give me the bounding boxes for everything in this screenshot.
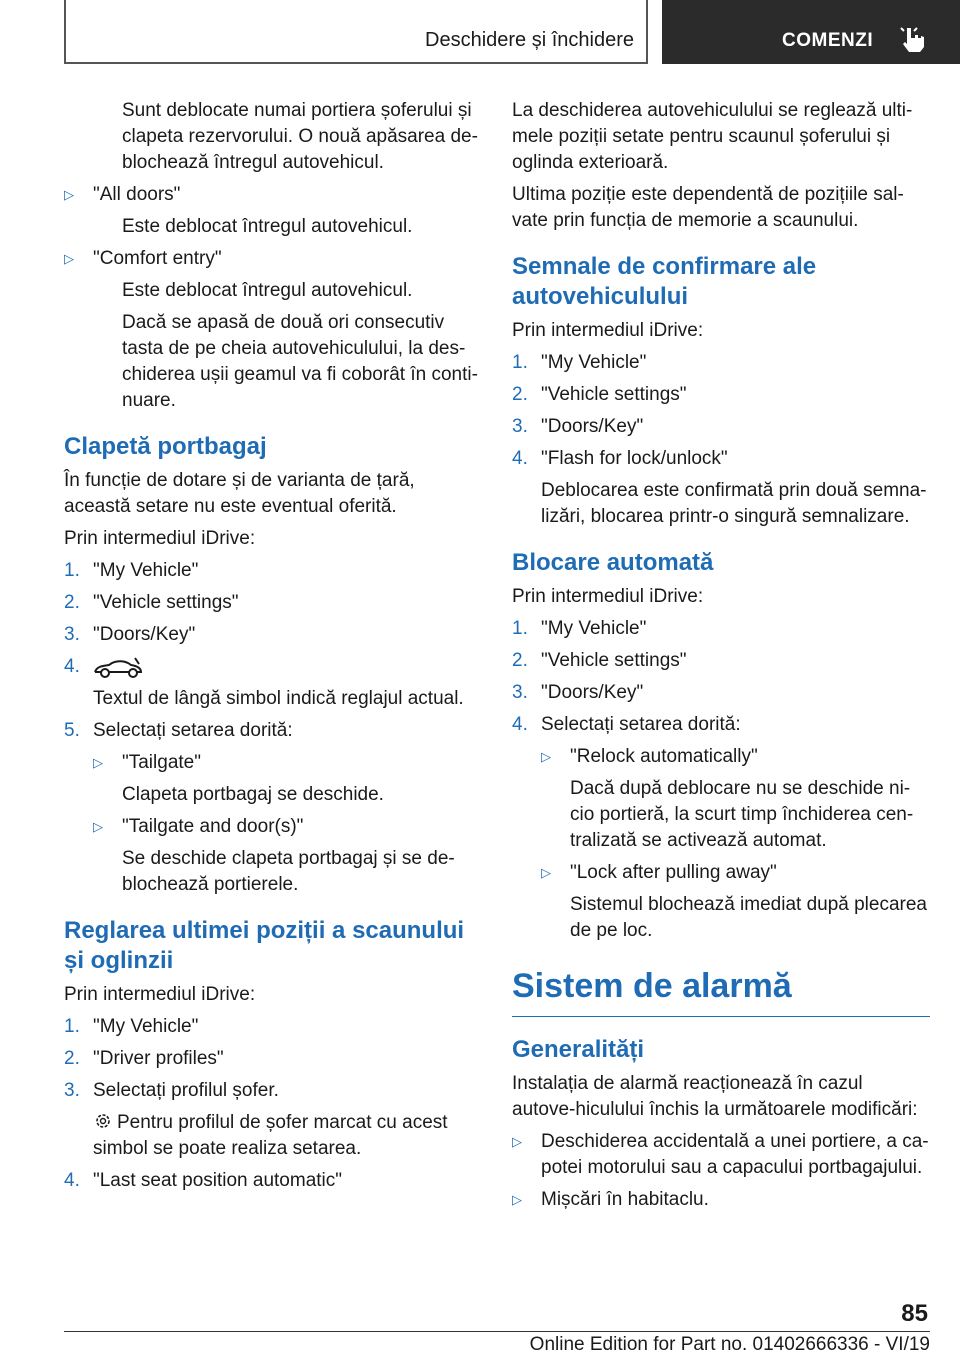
step-text: "My Vehicle" xyxy=(541,352,647,373)
step xyxy=(512,680,930,706)
footer-edition: Online Edition for Part no. 01402666336 - VI/19 xyxy=(529,1334,930,1355)
step-number: 4. xyxy=(512,448,528,469)
step-text: "Doors/Key" xyxy=(93,624,196,645)
car-outline-icon xyxy=(93,656,143,680)
gear-icon xyxy=(93,1111,113,1131)
step-number: 3. xyxy=(512,416,528,437)
option-description: Este deblocat întregul autovehicul. xyxy=(122,280,413,301)
step-description: Deblocarea este confirmată prin două semna-lizări, blocarea printr-o singură semnalizare. xyxy=(541,480,927,527)
footer-divider xyxy=(64,1331,930,1332)
option-description: Este deblocat întregul autovehicul. xyxy=(122,216,413,237)
step-number: 2. xyxy=(512,384,528,405)
step-number: 2. xyxy=(64,1048,80,1069)
step-number: 4. xyxy=(64,1170,80,1191)
step-text: "Vehicle settings" xyxy=(541,384,687,405)
paragraph: Prin intermediul iDrive: xyxy=(512,320,704,341)
heading-seat-position: Reglarea ultimei poziții a scaunului și oglinzii xyxy=(64,917,465,974)
heading-general: Generalități xyxy=(512,1036,645,1063)
step xyxy=(64,622,482,648)
step-number: 4. xyxy=(512,714,528,735)
list-item-text: Deschiderea accidentală a unei portiere, a ca-potei motorului sau a capacului portbagajului. xyxy=(541,1131,929,1178)
step xyxy=(64,1014,482,1040)
heading-auto-lock: Blocare automată xyxy=(512,549,714,576)
paragraph: Prin intermediul iDrive: xyxy=(512,586,704,607)
step xyxy=(512,648,930,674)
step xyxy=(512,382,930,408)
step-text: "Doors/Key" xyxy=(541,682,644,703)
bullet-triangle-icon: ▷ xyxy=(93,819,103,834)
step-number: 1. xyxy=(512,352,528,373)
step-note-text: Pentru profilul de șofer marcat cu acest simbol se poate realiza setarea. xyxy=(93,1112,448,1159)
paragraph: În funcție de dotare și de varianta de țară, această setare nu este eventual oferită. xyxy=(64,470,415,517)
step-number: 4. xyxy=(64,656,80,677)
bullet-triangle-icon: ▷ xyxy=(541,865,551,880)
step xyxy=(64,590,482,616)
step-text: "Vehicle settings" xyxy=(93,592,239,613)
paragraph: Prin intermediul iDrive: xyxy=(64,528,256,549)
step xyxy=(64,718,482,744)
step-text: "Last seat position automatic" xyxy=(93,1170,343,1191)
left-column xyxy=(64,98,482,1200)
step-text: "My Vehicle" xyxy=(93,1016,199,1037)
heading-confirmation-signals: Semnale de confirmare ale autovehiculului xyxy=(512,253,817,310)
right-column xyxy=(512,98,930,1219)
step-number: 3. xyxy=(64,1080,80,1101)
section-title: Deschidere și închidere xyxy=(425,29,634,51)
step xyxy=(64,1078,482,1104)
bullet-triangle-icon: ▷ xyxy=(64,251,74,266)
step-text: Selectați setarea dorită: xyxy=(541,714,741,735)
paragraph: Instalația de alarmă reacționează în cazul autove-hiculului închis la următoarele modificări: xyxy=(512,1073,918,1120)
option-description: Se deschide clapeta portbagaj și se de-blochează portierele. xyxy=(122,848,455,895)
list-item xyxy=(512,744,930,770)
step xyxy=(512,414,930,440)
step-note xyxy=(64,1110,482,1162)
paragraph: Prin intermediul iDrive: xyxy=(64,984,256,1005)
step-number: 1. xyxy=(512,618,528,639)
step-number: 2. xyxy=(64,592,80,613)
bullet-triangle-icon: ▷ xyxy=(64,187,74,202)
step xyxy=(64,1168,482,1194)
list-item xyxy=(64,814,482,840)
step-text: "Doors/Key" xyxy=(541,416,644,437)
bullet-triangle-icon: ▷ xyxy=(512,1192,522,1207)
option-description: Sistemul blochează imediat după plecarea de pe loc. xyxy=(570,894,927,941)
heading-alarm-system: Sistem de alarmă xyxy=(512,966,930,1017)
step-text: "My Vehicle" xyxy=(541,618,647,639)
paragraph: Ultima poziție este dependentă de pozițiile sal-vate prin funcția de memorie a scaunului. xyxy=(512,184,904,231)
option-comfort-entry: "Comfort entry" xyxy=(93,248,222,269)
step-number: 5. xyxy=(64,720,80,741)
list-item xyxy=(64,750,482,776)
bullet-triangle-icon: ▷ xyxy=(512,1134,522,1149)
step xyxy=(512,446,930,472)
step-text: Selectați profilul șofer. xyxy=(93,1080,279,1101)
heading-tailgate: Clapetă portbagaj xyxy=(64,433,267,460)
list-item xyxy=(512,1187,930,1213)
intro-text: Sunt deblocate numai portiera șoferului și clapeta rezervorului. O nouă apăsarea de-blochează întregul autovehicul. xyxy=(122,100,478,173)
option-description: Clapeta portbagaj se deschide. xyxy=(122,784,384,805)
list-item xyxy=(512,860,930,886)
step-text: "Driver profiles" xyxy=(93,1048,224,1069)
step-text: "My Vehicle" xyxy=(93,560,199,581)
step-text: "Flash for lock/unlock" xyxy=(541,448,728,469)
option-description: Dacă după deblocare nu se deschide ni-cio portieră, la scurt timp închiderea cen-tralizată se activează automat. xyxy=(570,778,914,851)
step-number: 2. xyxy=(512,650,528,671)
step-number: 1. xyxy=(64,560,80,581)
step-number: 1. xyxy=(64,1016,80,1037)
step-text: Selectați setarea dorită: xyxy=(93,720,293,741)
step xyxy=(64,654,482,680)
chapter-tab xyxy=(662,0,960,64)
step xyxy=(64,558,482,584)
list-item-text: Mișcări în habitaclu. xyxy=(541,1189,709,1210)
option-tailgate-doors: "Tailgate and door(s)" xyxy=(122,816,304,837)
hand-pointer-icon xyxy=(898,25,928,53)
step-text: "Vehicle settings" xyxy=(541,650,687,671)
bullet-triangle-icon: ▷ xyxy=(93,755,103,770)
option-relock: "Relock automatically" xyxy=(570,746,758,767)
step xyxy=(512,616,930,642)
option-description: Dacă se apasă de două ori consecutiv tasta de pe cheia autovehiculului, la des-chiderea ușii geamul va fi coborât în conti-nuare. xyxy=(122,312,478,411)
step-number: 3. xyxy=(64,624,80,645)
step-number: 3. xyxy=(512,682,528,703)
list-item xyxy=(512,1129,930,1181)
step xyxy=(512,350,930,376)
page-number: 85 xyxy=(901,1300,928,1327)
option-all-doors: "All doors" xyxy=(93,184,181,205)
option-tailgate: "Tailgate" xyxy=(122,752,201,773)
list-item xyxy=(64,246,482,272)
list-item xyxy=(64,182,482,208)
step xyxy=(512,712,930,738)
bullet-triangle-icon: ▷ xyxy=(541,749,551,764)
step xyxy=(64,1046,482,1072)
paragraph: La deschiderea autovehiculului se reglează ulti-mele poziții setate pentru scaunul șoferului și oglinda exterioară. xyxy=(512,100,913,173)
chapter-tab-label: COMENZI xyxy=(782,30,874,51)
option-lock-after: "Lock after pulling away" xyxy=(570,862,777,883)
step-description: Textul de lângă simbol indică reglajul actual. xyxy=(93,688,464,709)
